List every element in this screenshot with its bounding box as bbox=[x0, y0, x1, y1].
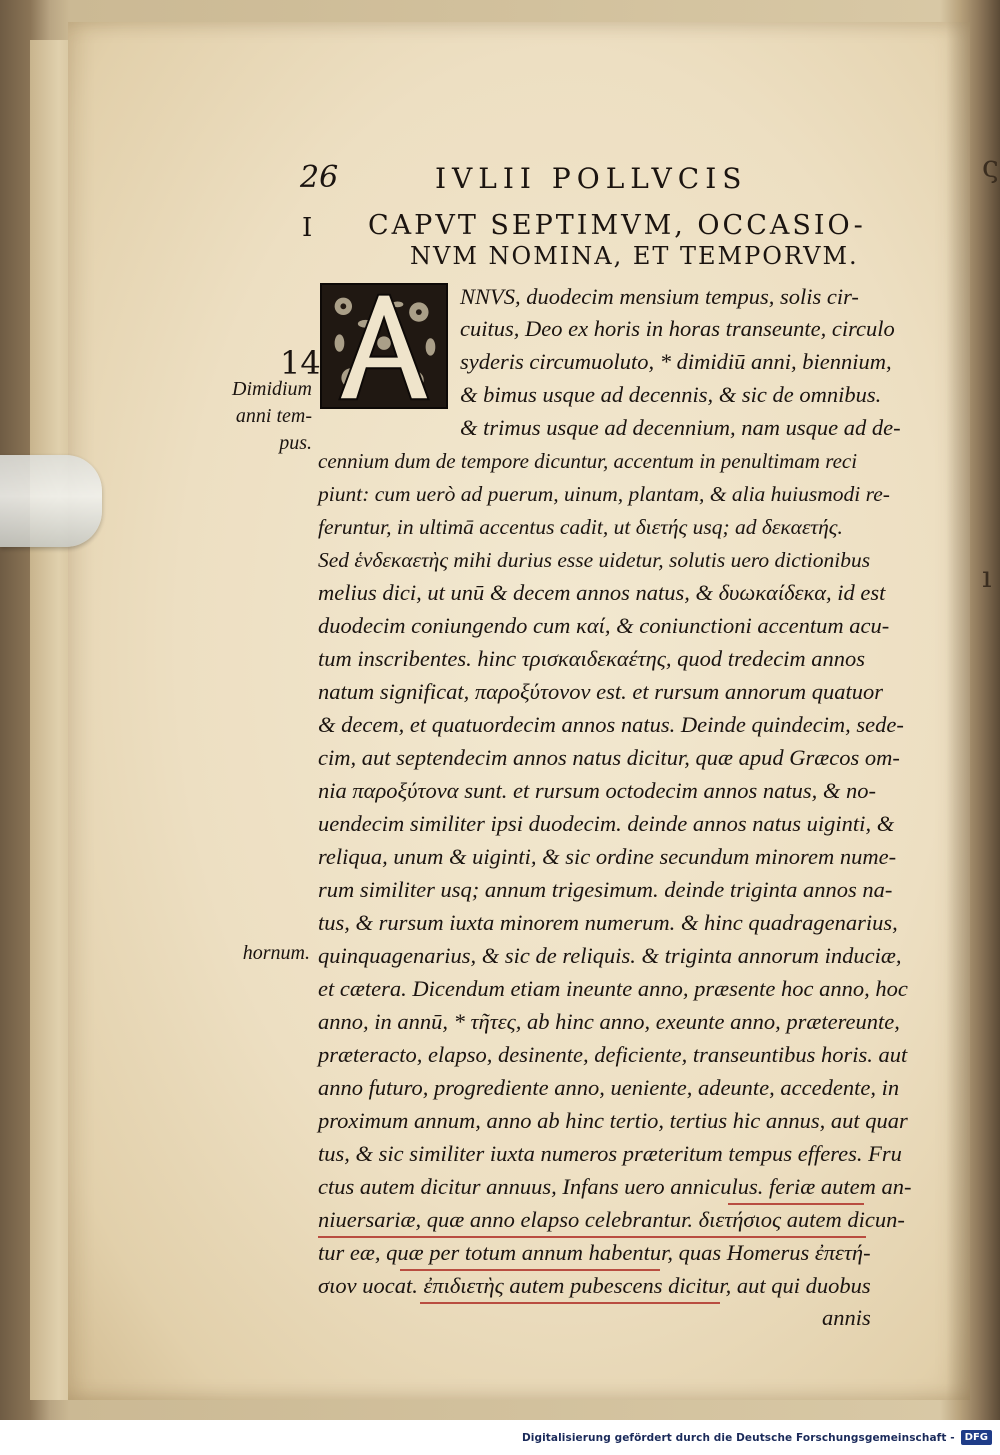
text-line: tur eæ, quæ per totum annum habentur, quas Homerus ἐπετή- bbox=[318, 1240, 871, 1265]
text-line: cennium dum de tempore dicuntur, accentum in penultimam reci bbox=[318, 449, 858, 473]
text-line: ctus autem dicitur annuus, Infans uero anniculus. feriæ autem an- bbox=[318, 1174, 912, 1199]
text-line: anno futuro, progrediente anno, ueniente, adeunte, accedente, in bbox=[318, 1075, 900, 1100]
text-line: rum similiter usq; annum trigesimum. deinde triginta annos na- bbox=[318, 877, 893, 902]
text-line: feruntur, in ultimā accentus cadit, ut διετής usq; ad δεκαετής. bbox=[318, 515, 843, 539]
margin-note-line: pus. bbox=[279, 432, 312, 454]
chapter-title-line-2: NVM NOMINA, ET TEMPORVM. bbox=[410, 242, 859, 270]
bleed-through-glyph: ı bbox=[982, 560, 992, 595]
red-underline bbox=[728, 1203, 864, 1205]
margin-note-line: anni tem- bbox=[235, 405, 312, 427]
text-line: proximum annum, anno ab hinc tertio, tertius hic annus, aut quar bbox=[318, 1108, 908, 1133]
text-line: NNVS, duodecim mensium tempus, solis cir- bbox=[460, 284, 859, 309]
footer-credit-bar bbox=[0, 1420, 1000, 1455]
red-underline bbox=[420, 1302, 720, 1304]
text-line: tum inscribentes. hinc τρισκαιδεκαέτης, quod tredecim annos bbox=[318, 646, 866, 671]
page-fold-shadow bbox=[946, 22, 970, 1400]
chapter-title-line-1: CAPVT SEPTIMVM, OCCASIO- bbox=[368, 210, 866, 241]
text-line: quinquagenarius, & sic de reliquis. & triginta annorum induciæ, bbox=[318, 943, 902, 968]
text-line: cuitus, Deo ex horis in horas transeunte, circulo bbox=[460, 316, 895, 341]
text-line: anno, in annū, * τῆτες, ab hinc anno, exeunte anno, prætereunte, bbox=[318, 1009, 900, 1034]
text-line: reliqua, unum & uiginti, & sic ordine secundum minorem nume- bbox=[318, 844, 897, 869]
text-line: præteracto, elapso, desinente, deficiente, transeuntibus horis. aut bbox=[318, 1042, 908, 1067]
text-line: & decem, et quatuordecim annos natus. Deinde quindecim, sede- bbox=[318, 712, 904, 737]
text-line: et cætera. Dicendum etiam ineunte anno, præsente hoc anno, hoc bbox=[318, 976, 908, 1001]
text-line: nia παροξύτονα sunt. et rursum octodecim annos natus, & no- bbox=[318, 778, 877, 803]
text-line: tus, & sic similiter iuxta numeros præteritum tempus efferes. Fru bbox=[318, 1141, 902, 1166]
chapter-number: I bbox=[302, 213, 313, 243]
running-head bbox=[0, 160, 1000, 200]
footer-credit-text: Digitalisierung gefördert durch die Deutsche Forschungsgemeinschaft - bbox=[521, 1431, 955, 1444]
text-line: natum significat, παροξύτονον est. et rursum annorum quatuor bbox=[318, 679, 884, 704]
text-line: niuersariæ, quæ anno elapso celebrantur. διετήσιος autem dicun- bbox=[318, 1207, 905, 1232]
dfg-logo: DFG bbox=[961, 1430, 992, 1445]
initial-a-icon bbox=[322, 285, 446, 407]
text-line: uendecim similiter ipsi duodecim. deinde annos natus uiginti, & bbox=[318, 811, 895, 836]
text-line: tus, & rursum iuxta minorem numerum. & hinc quadragenarius, bbox=[318, 910, 898, 935]
catchword: annis bbox=[822, 1305, 871, 1330]
margin-note-line: Dimidium bbox=[232, 378, 312, 400]
decorated-initial bbox=[320, 283, 448, 409]
text-line: syderis circumuoluto, * dimidiū anni, biennium, bbox=[460, 349, 892, 374]
red-underline bbox=[400, 1269, 660, 1271]
text-line: piunt: cum uerò ad puerum, uinum, plantam, & alia huiusmodi re- bbox=[318, 482, 890, 506]
text-line: & bimus usque ad decennis, & sic de omnibus. bbox=[460, 382, 882, 407]
running-title: IVLII POLLVCIS bbox=[435, 162, 748, 195]
margin-note bbox=[210, 376, 312, 457]
bleed-through-glyph: ς bbox=[982, 150, 999, 185]
text-line: melius dici, ut unū & decem annos natus, & δυωκαίδεκα, id est bbox=[318, 580, 886, 605]
margin-number: 14 bbox=[280, 344, 321, 382]
text-line: duodecim coniungendo cum καί, & coniunctioni accentum acu- bbox=[318, 613, 890, 638]
text-line: & trimus usque ad decennium, nam usque ad de- bbox=[460, 415, 901, 440]
text-line: Sed ἑνδεκαετὴς mihi durius esse uidetur, solutis uero dictionibus bbox=[318, 548, 871, 572]
text-line: σιον uocat. ἐπιδιετὴς autem pubescens dicitur, aut qui duobus bbox=[318, 1273, 871, 1298]
bookmark-strip bbox=[0, 455, 102, 547]
red-underline bbox=[318, 1236, 866, 1238]
text-line: cim, aut septendecim annos natus dicitur, quæ apud Græcos om- bbox=[318, 745, 900, 770]
margin-note: hornum. bbox=[242, 942, 310, 964]
page-number: 26 bbox=[300, 160, 339, 195]
